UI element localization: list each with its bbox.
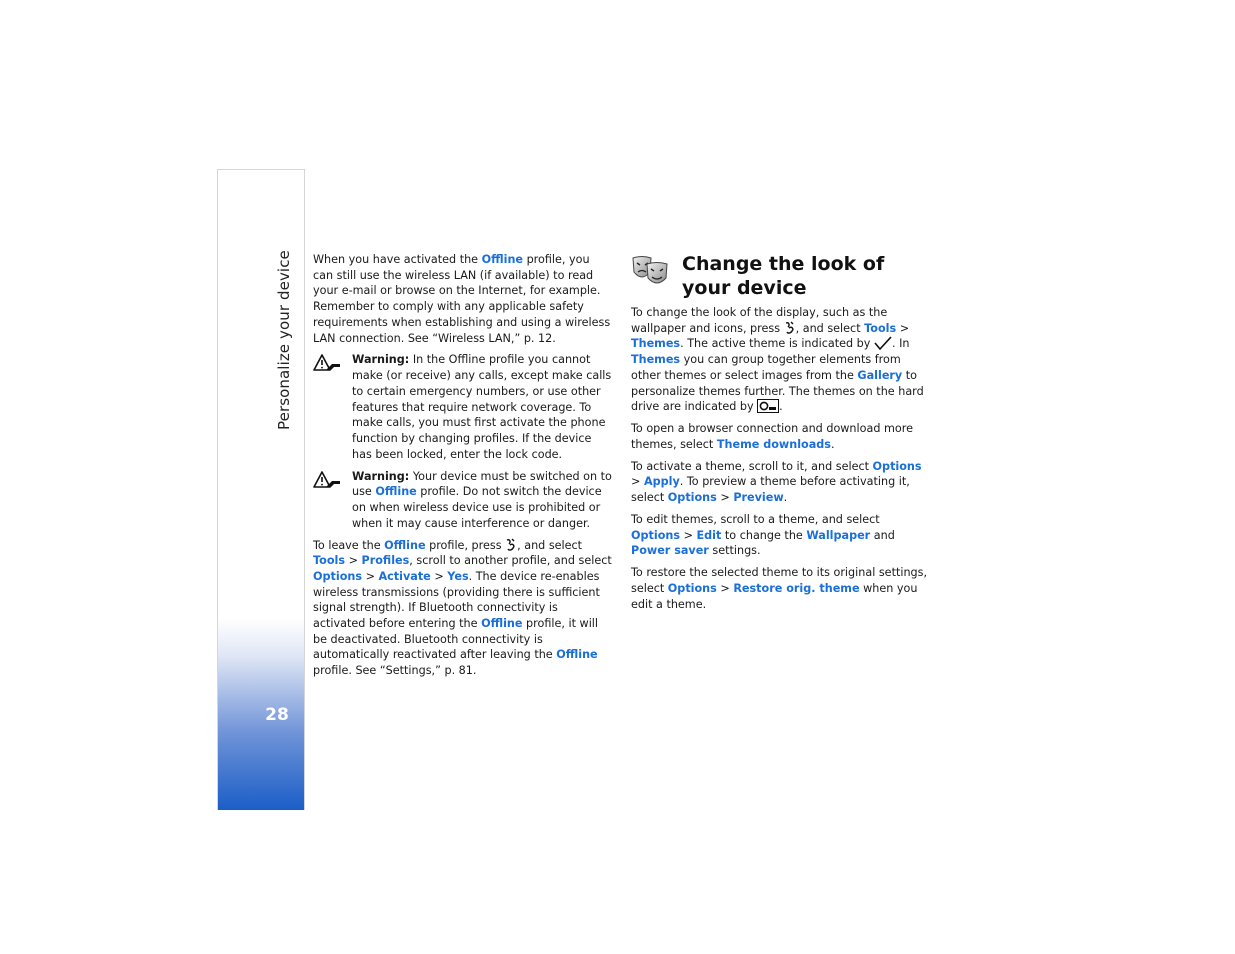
activate-theme-paragraph: To activate a theme, scroll to it, and select Options > Apply. To preview a theme before activating it, select Options > Preview. — [631, 459, 922, 505]
keyword-tools: Tools — [313, 554, 346, 568]
warning-switched-on: Warning: Your device must be switched on to use Offline profile. Do not switch the device on when wireless device use is prohibited or when it may cause interference or danger. — [313, 469, 613, 532]
warning-label: Warning: — [352, 469, 410, 483]
keyword-themes: Themes — [631, 353, 681, 367]
keyword-preview: Preview — [733, 491, 784, 505]
warning-offline-calls: Warning: In the Offline profile you cannot make (or receive) any calls, except make calls to certain emergency numbers, or use other features that require network coverage. To make calls, you must first activate the phone function by changing profiles. If the device has been locked, enter the lock code. — [313, 352, 613, 462]
edit-theme-paragraph: To edit themes, scroll to a theme, and select Options > Edit to change the Wallpaper and Power saver settings. — [631, 513, 895, 558]
keyword-yes: Yes — [447, 569, 469, 583]
menu-key-icon — [505, 538, 517, 552]
keyword-theme-downloads: Theme downloads — [716, 437, 831, 451]
keyword-options: Options — [313, 569, 363, 583]
keyword-activate: Activate — [378, 569, 431, 583]
restore-theme-paragraph: To restore the selected theme to its original settings, select Options > Restore orig. theme when you edit a theme. — [631, 566, 928, 611]
section-heading: Change the look of your device — [682, 253, 885, 299]
theme-downloads-paragraph: To open a browser connection and download more themes, select Theme downloads. — [631, 422, 913, 451]
checkmark-icon — [874, 336, 892, 350]
keyword-restore-orig-theme: Restore orig. theme — [733, 582, 860, 595]
keyword-gallery: Gallery — [857, 368, 903, 382]
change-look-paragraph: To change the look of the display, such as the wallpaper and icons, press , and select Tools > Themes. The active theme is indicated by . In Themes you can group together elements from other themes or select images from the Gallery to personalize themes further. The themes on the hard drive are indicated by . — [631, 306, 924, 414]
keyword-options: Options — [631, 528, 681, 542]
warning-label: Warning: — [352, 353, 410, 367]
keyword-offline: Offline — [384, 538, 426, 552]
keyword-offline: Offline — [375, 485, 417, 499]
keyword-options: Options — [667, 491, 717, 505]
section-header — [631, 252, 931, 302]
keyword-tools: Tools — [864, 321, 897, 335]
keyword-offline: Offline — [481, 617, 523, 631]
keyword-profiles: Profiles — [361, 554, 410, 568]
keyword-power-saver: Power saver — [631, 544, 709, 558]
keyword-wallpaper: Wallpaper — [806, 528, 871, 542]
left-column — [313, 252, 613, 685]
menu-key-icon — [784, 321, 796, 335]
keyword-options: Options — [667, 582, 717, 595]
chapter-title: Personalize your device — [275, 250, 293, 430]
keyword-offline: Offline — [556, 648, 598, 662]
keyword-options: Options — [872, 459, 922, 473]
hard-drive-icon — [757, 399, 779, 413]
warning-triangle-icon — [313, 352, 341, 372]
offline-intro-paragraph: When you have activated the Offline profile, you can still use the wireless LAN (if available) to read your e-mail or browse on the Internet, for example. Remember to comply with any applicable safety requirements when establishing and using a wireless LAN connection. See “Wireless LAN,” p. 12. — [313, 253, 611, 345]
page-number: 28 — [265, 705, 289, 725]
keyword-offline: Offline — [481, 253, 524, 266]
right-column — [631, 305, 931, 619]
warning-triangle-icon — [313, 469, 341, 489]
leave-offline-paragraph: To leave the Offline profile, press , and select Tools > Profiles, scroll to another profile, and select Options > Activate > Yes. The device re-enables wireless transmissions (providing there is sufficient signal strength). If Bluetooth connectivity is activated before entering the Offline profile, it will be deactivated. Bluetooth connectivity is automatically reactivated after leaving the Offline profile. See “Settings,” p. 81. — [313, 538, 612, 678]
keyword-apply: Apply — [643, 475, 680, 489]
keyword-themes: Themes — [631, 337, 681, 351]
theater-masks-icon — [631, 254, 669, 290]
keyword-edit: Edit — [696, 528, 722, 542]
